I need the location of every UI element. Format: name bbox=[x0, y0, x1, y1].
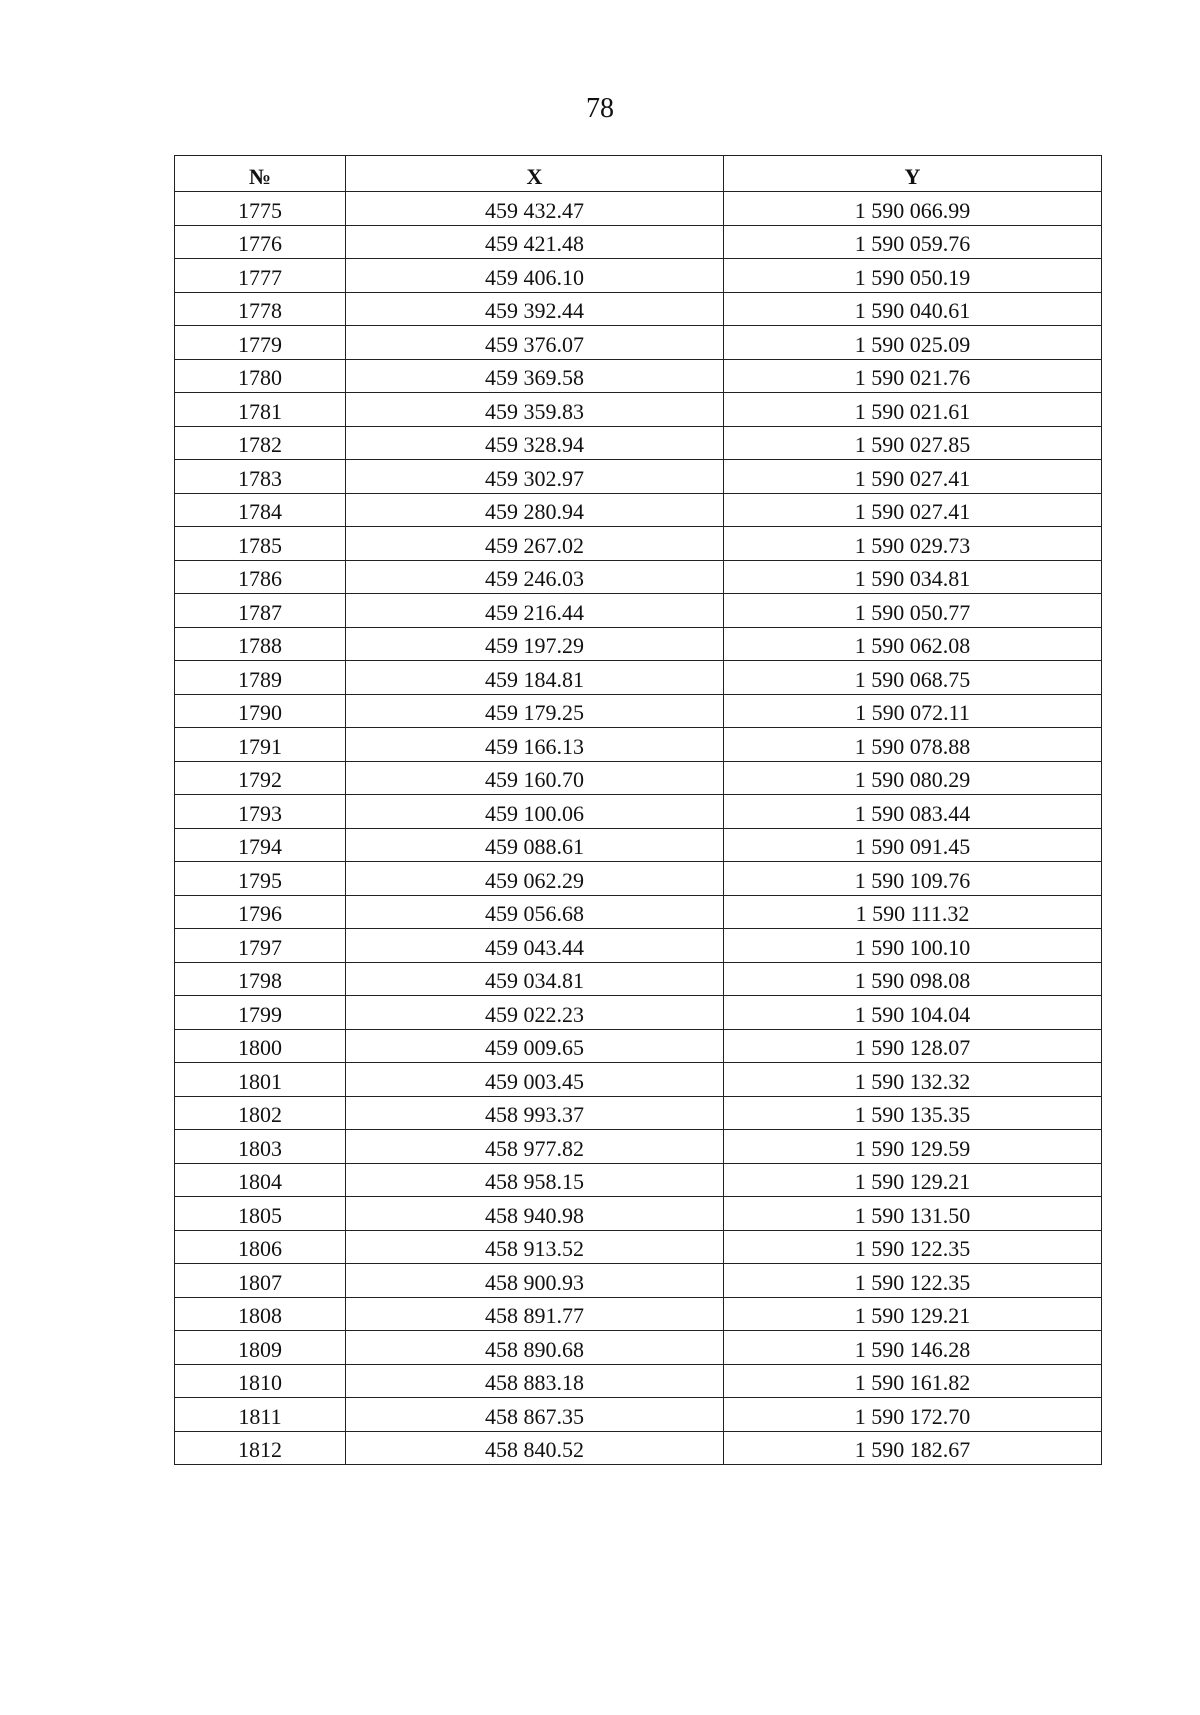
table-row bbox=[175, 962, 1102, 996]
cell-number: 1802 bbox=[175, 1096, 346, 1130]
cell-y: 1 590 021.76 bbox=[724, 359, 1102, 393]
cell-number: 1792 bbox=[175, 761, 346, 795]
cell-y: 1 590 072.11 bbox=[724, 694, 1102, 728]
table-row bbox=[175, 1264, 1102, 1298]
cell-y: 1 590 083.44 bbox=[724, 795, 1102, 829]
table-row bbox=[175, 1431, 1102, 1465]
cell-number: 1775 bbox=[175, 192, 346, 226]
cell-y: 1 590 091.45 bbox=[724, 828, 1102, 862]
cell-y: 1 590 128.07 bbox=[724, 1029, 1102, 1063]
cell-y: 1 590 027.41 bbox=[724, 460, 1102, 494]
table-row bbox=[175, 728, 1102, 762]
cell-number: 1781 bbox=[175, 393, 346, 427]
cell-x: 458 891.77 bbox=[346, 1297, 724, 1331]
cell-y: 1 590 122.35 bbox=[724, 1264, 1102, 1298]
header-row bbox=[175, 156, 1102, 192]
cell-number: 1806 bbox=[175, 1230, 346, 1264]
cell-number: 1779 bbox=[175, 326, 346, 360]
table-row bbox=[175, 1398, 1102, 1432]
table-row bbox=[175, 1130, 1102, 1164]
table-row bbox=[175, 694, 1102, 728]
table-row bbox=[175, 1331, 1102, 1365]
cell-y: 1 590 098.08 bbox=[724, 962, 1102, 996]
cell-x: 459 043.44 bbox=[346, 929, 724, 963]
cell-x: 459 216.44 bbox=[346, 594, 724, 628]
cell-x: 459 088.61 bbox=[346, 828, 724, 862]
cell-y: 1 590 059.76 bbox=[724, 225, 1102, 259]
cell-number: 1811 bbox=[175, 1398, 346, 1432]
table-row bbox=[175, 460, 1102, 494]
cell-number: 1785 bbox=[175, 527, 346, 561]
table-row bbox=[175, 225, 1102, 259]
cell-y: 1 590 021.61 bbox=[724, 393, 1102, 427]
cell-y: 1 590 027.85 bbox=[724, 426, 1102, 460]
cell-x: 459 062.29 bbox=[346, 862, 724, 896]
cell-number: 1798 bbox=[175, 962, 346, 996]
table-header bbox=[175, 156, 1102, 192]
cell-y: 1 590 062.08 bbox=[724, 627, 1102, 661]
cell-number: 1800 bbox=[175, 1029, 346, 1063]
coordinates-table bbox=[174, 155, 1102, 1465]
cell-y: 1 590 129.21 bbox=[724, 1297, 1102, 1331]
cell-x: 459 179.25 bbox=[346, 694, 724, 728]
cell-x: 458 890.68 bbox=[346, 1331, 724, 1365]
cell-y: 1 590 132.32 bbox=[724, 1063, 1102, 1097]
cell-x: 459 376.07 bbox=[346, 326, 724, 360]
cell-x: 459 246.03 bbox=[346, 560, 724, 594]
cell-y: 1 590 050.19 bbox=[724, 259, 1102, 293]
cell-y: 1 590 122.35 bbox=[724, 1230, 1102, 1264]
header-number: № bbox=[175, 156, 346, 192]
table-row bbox=[175, 828, 1102, 862]
cell-y: 1 590 172.70 bbox=[724, 1398, 1102, 1432]
cell-number: 1787 bbox=[175, 594, 346, 628]
cell-number: 1805 bbox=[175, 1197, 346, 1231]
cell-number: 1797 bbox=[175, 929, 346, 963]
cell-y: 1 590 104.04 bbox=[724, 996, 1102, 1030]
table-row bbox=[175, 359, 1102, 393]
table-row bbox=[175, 862, 1102, 896]
cell-number: 1809 bbox=[175, 1331, 346, 1365]
cell-x: 459 056.68 bbox=[346, 895, 724, 929]
cell-y: 1 590 040.61 bbox=[724, 292, 1102, 326]
cell-y: 1 590 109.76 bbox=[724, 862, 1102, 896]
cell-y: 1 590 034.81 bbox=[724, 560, 1102, 594]
cell-number: 1795 bbox=[175, 862, 346, 896]
cell-number: 1788 bbox=[175, 627, 346, 661]
table-row bbox=[175, 527, 1102, 561]
cell-number: 1777 bbox=[175, 259, 346, 293]
cell-number: 1791 bbox=[175, 728, 346, 762]
table-row bbox=[175, 594, 1102, 628]
cell-x: 459 009.65 bbox=[346, 1029, 724, 1063]
table-row bbox=[175, 1230, 1102, 1264]
cell-x: 458 940.98 bbox=[346, 1197, 724, 1231]
cell-y: 1 590 100.10 bbox=[724, 929, 1102, 963]
table-row bbox=[175, 192, 1102, 226]
cell-number: 1789 bbox=[175, 661, 346, 695]
cell-x: 459 421.48 bbox=[346, 225, 724, 259]
cell-x: 458 867.35 bbox=[346, 1398, 724, 1432]
table-row bbox=[175, 292, 1102, 326]
cell-x: 459 432.47 bbox=[346, 192, 724, 226]
cell-number: 1776 bbox=[175, 225, 346, 259]
cell-y: 1 590 111.32 bbox=[724, 895, 1102, 929]
cell-number: 1803 bbox=[175, 1130, 346, 1164]
cell-x: 458 840.52 bbox=[346, 1431, 724, 1465]
table-row bbox=[175, 393, 1102, 427]
cell-y: 1 590 025.09 bbox=[724, 326, 1102, 360]
cell-x: 459 003.45 bbox=[346, 1063, 724, 1097]
cell-y: 1 590 027.41 bbox=[724, 493, 1102, 527]
cell-number: 1796 bbox=[175, 895, 346, 929]
cell-x: 459 160.70 bbox=[346, 761, 724, 795]
table-row bbox=[175, 1297, 1102, 1331]
cell-y: 1 590 146.28 bbox=[724, 1331, 1102, 1365]
cell-number: 1812 bbox=[175, 1431, 346, 1465]
cell-x: 459 302.97 bbox=[346, 460, 724, 494]
table-row bbox=[175, 493, 1102, 527]
cell-y: 1 590 135.35 bbox=[724, 1096, 1102, 1130]
cell-number: 1794 bbox=[175, 828, 346, 862]
cell-number: 1810 bbox=[175, 1364, 346, 1398]
cell-number: 1784 bbox=[175, 493, 346, 527]
cell-number: 1780 bbox=[175, 359, 346, 393]
table-row bbox=[175, 929, 1102, 963]
cell-y: 1 590 068.75 bbox=[724, 661, 1102, 695]
cell-x: 459 392.44 bbox=[346, 292, 724, 326]
cell-x: 459 034.81 bbox=[346, 962, 724, 996]
page-number: 78 bbox=[586, 93, 614, 124]
cell-number: 1783 bbox=[175, 460, 346, 494]
cell-x: 459 100.06 bbox=[346, 795, 724, 829]
header-y: Y bbox=[724, 156, 1102, 192]
cell-y: 1 590 050.77 bbox=[724, 594, 1102, 628]
table-row bbox=[175, 1096, 1102, 1130]
cell-y: 1 590 066.99 bbox=[724, 192, 1102, 226]
table-body bbox=[175, 192, 1102, 1465]
cell-number: 1786 bbox=[175, 560, 346, 594]
cell-number: 1804 bbox=[175, 1163, 346, 1197]
table-row bbox=[175, 1163, 1102, 1197]
cell-x: 458 977.82 bbox=[346, 1130, 724, 1164]
table-row bbox=[175, 627, 1102, 661]
cell-x: 459 406.10 bbox=[346, 259, 724, 293]
cell-number: 1778 bbox=[175, 292, 346, 326]
table-row bbox=[175, 1029, 1102, 1063]
table-row bbox=[175, 795, 1102, 829]
table-row bbox=[175, 1197, 1102, 1231]
cell-y: 1 590 078.88 bbox=[724, 728, 1102, 762]
cell-x: 459 166.13 bbox=[346, 728, 724, 762]
cell-x: 459 328.94 bbox=[346, 426, 724, 460]
cell-x: 459 369.58 bbox=[346, 359, 724, 393]
table-row bbox=[175, 326, 1102, 360]
table-row bbox=[175, 996, 1102, 1030]
cell-x: 459 359.83 bbox=[346, 393, 724, 427]
table-row bbox=[175, 761, 1102, 795]
cell-y: 1 590 129.59 bbox=[724, 1130, 1102, 1164]
cell-y: 1 590 161.82 bbox=[724, 1364, 1102, 1398]
cell-x: 459 280.94 bbox=[346, 493, 724, 527]
header-x: X bbox=[346, 156, 724, 192]
cell-number: 1790 bbox=[175, 694, 346, 728]
cell-number: 1801 bbox=[175, 1063, 346, 1097]
table-row bbox=[175, 661, 1102, 695]
table-row bbox=[175, 560, 1102, 594]
cell-y: 1 590 182.67 bbox=[724, 1431, 1102, 1465]
table-row bbox=[175, 259, 1102, 293]
cell-number: 1807 bbox=[175, 1264, 346, 1298]
cell-y: 1 590 131.50 bbox=[724, 1197, 1102, 1231]
cell-x: 459 267.02 bbox=[346, 527, 724, 561]
cell-x: 459 022.23 bbox=[346, 996, 724, 1030]
table-row bbox=[175, 1364, 1102, 1398]
table-row bbox=[175, 426, 1102, 460]
cell-x: 458 993.37 bbox=[346, 1096, 724, 1130]
cell-x: 458 913.52 bbox=[346, 1230, 724, 1264]
table-row bbox=[175, 1063, 1102, 1097]
cell-y: 1 590 129.21 bbox=[724, 1163, 1102, 1197]
cell-x: 459 184.81 bbox=[346, 661, 724, 695]
cell-y: 1 590 080.29 bbox=[724, 761, 1102, 795]
cell-x: 458 900.93 bbox=[346, 1264, 724, 1298]
table-row bbox=[175, 895, 1102, 929]
cell-number: 1782 bbox=[175, 426, 346, 460]
cell-x: 458 958.15 bbox=[346, 1163, 724, 1197]
cell-x: 458 883.18 bbox=[346, 1364, 724, 1398]
cell-y: 1 590 029.73 bbox=[724, 527, 1102, 561]
cell-number: 1808 bbox=[175, 1297, 346, 1331]
cell-x: 459 197.29 bbox=[346, 627, 724, 661]
cell-number: 1793 bbox=[175, 795, 346, 829]
cell-number: 1799 bbox=[175, 996, 346, 1030]
